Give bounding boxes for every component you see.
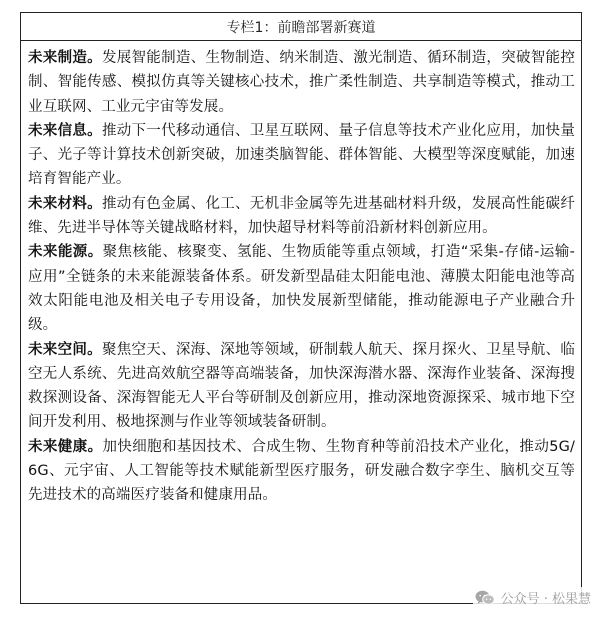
watermark-text: 公众号 · 松果慧 (500, 592, 591, 607)
box-title: 专栏1：前瞻部署新赛道 (21, 13, 581, 41)
box-content (21, 41, 581, 508)
section-information (28, 119, 575, 192)
section-label: 未来能源。 (28, 244, 103, 261)
section-space (28, 338, 575, 435)
section-materials (28, 192, 575, 241)
section-label: 未来信息。 (28, 122, 102, 139)
section-text: 聚焦空天、深海、深地等领域，研制载人航天、探月探火、卫星导航、临空无人系统、先进高效航空器等高端装备，加快深海潜水器、深海作业装备、深海搜救探测设备、深海智能无人平台等研制及创新应用，推动深地资源探采、城市地下空间开发利用、极地探测与作业等领域装备研制。 (28, 341, 575, 431)
section-label: 未来制造。 (28, 50, 102, 66)
account-watermark (473, 587, 593, 608)
section-text: 推动有色金属、化工、无机非金属等先进基础材料升级，发展高性能碳纤维、先进半导体等关键战略材料，加快超导材料等前沿新材料创新应用。 (28, 195, 575, 237)
section-health (28, 435, 575, 508)
article-box (20, 12, 582, 604)
section-manufacturing (28, 46, 575, 119)
section-label: 未来材料。 (28, 195, 102, 212)
section-text: 聚焦核能、核聚变、氢能、生物质能等重点领域，打造“采集-存储-运输-应用”全链条的未来能源装备体系。研发新型晶硅太阳能电池、薄膜太阳能电池等高效太阳能电池及相关电子专用设备，加快发展新型储能，推动能源电子产业融合升级。 (28, 244, 575, 334)
section-text: 推动下一代移动通信、卫星互联网、量子信息等技术产业化应用，加快量子、光子等计算技术创新突破，加速类脑智能、群体智能、大模型等深度赋能，加速培育智能产业。 (28, 122, 575, 188)
wechat-icon (475, 590, 495, 606)
section-label: 未来空间。 (28, 341, 102, 358)
section-text: 加快细胞和基因技术、合成生物、生物育种等前沿技术产业化，推动5G/6G、元宇宙、人工智能等技术赋能新型医疗服务，研发融合数字孪生、脑机交互等先进技术的高端医疗装备和健康用品。 (28, 438, 576, 504)
section-label: 未来健康。 (28, 438, 103, 455)
section-text: 发展智能制造、生物制造、纳米制造、激光制造、循环制造，突破智能控制、智能传感、模拟仿真等关键核心技术，推广柔性制造、共享制造等模式，推动工业互联网、工业元宇宙等发展。 (28, 50, 575, 115)
section-energy (28, 240, 575, 337)
